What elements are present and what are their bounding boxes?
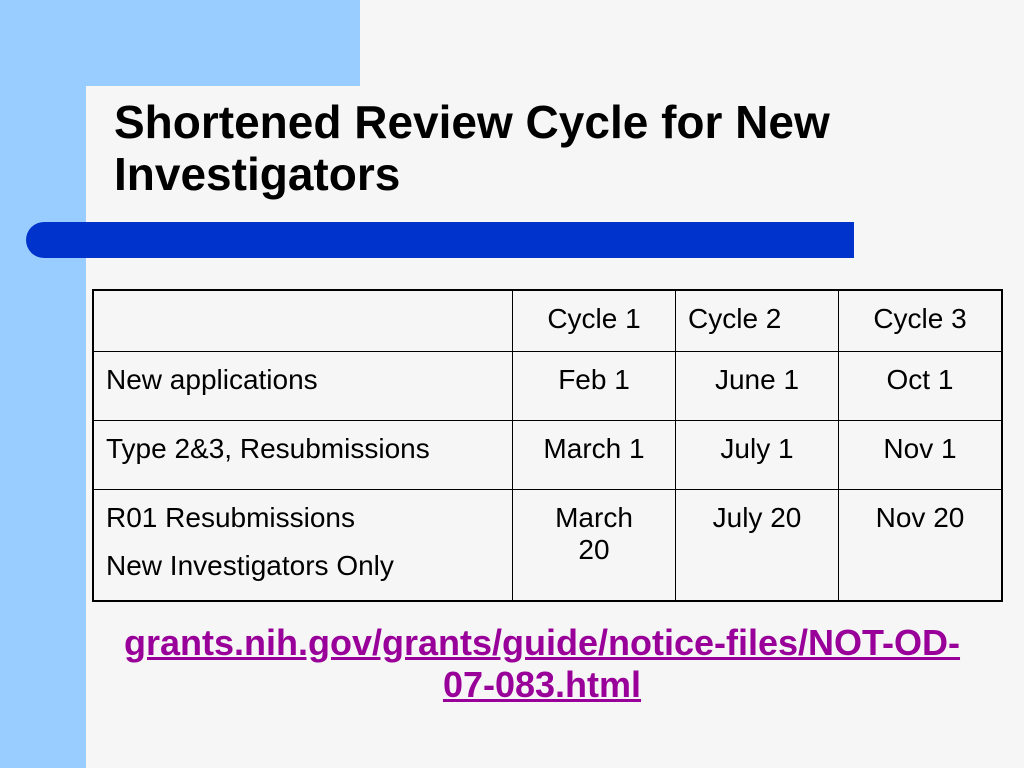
cycle-1-date: March 1 <box>513 421 676 490</box>
row-label: Type 2&3, Resubmissions <box>93 421 513 490</box>
cycle-3-date: Oct 1 <box>839 352 1003 421</box>
review-cycle-table <box>92 289 1003 602</box>
cycle-1-date-line-2: 20 <box>578 534 610 565</box>
cycle-1-date <box>513 490 676 602</box>
notice-link[interactable]: grants.nih.gov/grants/guide/notice-files/NOT-OD-07-083.html <box>123 622 961 705</box>
cycle-3-date: Nov 1 <box>839 421 1003 490</box>
cycle-3-date: Nov 20 <box>839 490 1003 602</box>
header-cell-cycle-2: Cycle 2 <box>676 290 839 352</box>
cycle-1-date-line-1: March <box>555 502 633 533</box>
table-header-row <box>93 290 1002 352</box>
row-label-line-2: New Investigators Only <box>106 550 394 581</box>
cycle-1-date: Feb 1 <box>513 352 676 421</box>
cycle-2-date: July 1 <box>676 421 839 490</box>
row-label <box>93 490 513 602</box>
table-row <box>93 490 1002 602</box>
header-cell-cycle-1: Cycle 1 <box>513 290 676 352</box>
title-underline-bar <box>26 222 854 258</box>
table-row <box>93 352 1002 421</box>
table-row <box>93 421 1002 490</box>
header-cell-empty <box>93 290 513 352</box>
left-accent-bar <box>0 0 86 768</box>
row-label-line-1: R01 Resubmissions <box>106 502 355 533</box>
cycle-2-date: June 1 <box>676 352 839 421</box>
cycle-2-date: July 20 <box>676 490 839 602</box>
slide-title: Shortened Review Cycle for New Investigators <box>114 96 830 200</box>
header-cell-cycle-3: Cycle 3 <box>839 290 1003 352</box>
top-accent-block <box>0 0 360 86</box>
row-label: New applications <box>93 352 513 421</box>
